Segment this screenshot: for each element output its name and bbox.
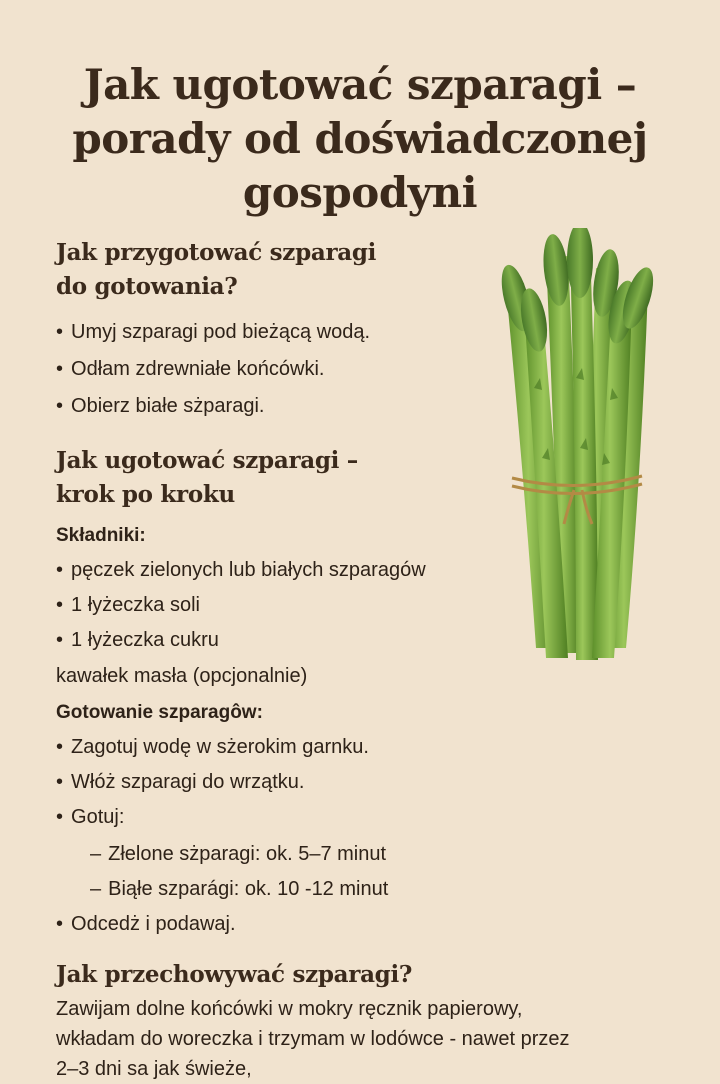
list-item: • 1 łyżeczka cukru [56,626,219,654]
list-item: • Odcedż i podawaj. [56,910,236,938]
heading-line: Jak ugotować szparagi – [56,447,358,474]
list-item: • Odłam zdrewniałe końcówki. [56,355,324,383]
paragraph-line: wkładam do woreczka i trzymam w lodówce - nawet przez [56,1028,570,1050]
sub-list-item: – Biąłe szparági: ok. 10 -12 minut [90,875,388,903]
asparagus-stalks [496,228,659,660]
storage-heading [56,958,412,992]
list-item: • Włóż szparagi do wrzątku. [56,768,304,796]
title-line: porady od doświadczonej [72,114,648,164]
heading-line: Jak przygotować szparagi [56,239,377,266]
list-item: • Gotuj: [56,803,124,831]
list-item: • Umyj szparagi pod bieżącą wodą. [56,318,370,346]
list-item: • 1 łyżeczka soli [56,591,200,619]
ingredients-label: Składniki: [56,525,146,546]
prep-heading [56,236,376,304]
list-item: • Zagotuj wodę w sżerokim garnku. [56,733,369,761]
title-line: gospodyni [242,168,478,218]
heading-line: do gotowania? [56,273,238,300]
list-item: • pęczek zielonych lub białych szparagów [56,556,426,584]
heading-line: krok po kroku [56,481,235,508]
sub-list-item: – Złelone sżparagi: ok. 5–7 minut [90,840,386,868]
cook-heading [56,444,358,512]
title-line: Jak ugotować szparagi – [83,60,637,110]
heading-line: Jak przechowywać szparagi? [56,961,413,988]
paragraph-line: Zawijam dolne końcówki w mokry ręcznik papierowy, [56,998,523,1020]
list-item: kawałek masła (opcjonalnie) [56,665,308,687]
page-title [20,58,700,220]
storage-paragraph [56,994,686,1084]
list-item: • Obierz białe sżparagi. [56,392,264,420]
paragraph-line: 2–3 dni sa jak świeże, [56,1058,252,1080]
asparagus-bundle-icon [476,228,676,668]
steps-label: Gotowanie szparagôw: [56,702,263,723]
